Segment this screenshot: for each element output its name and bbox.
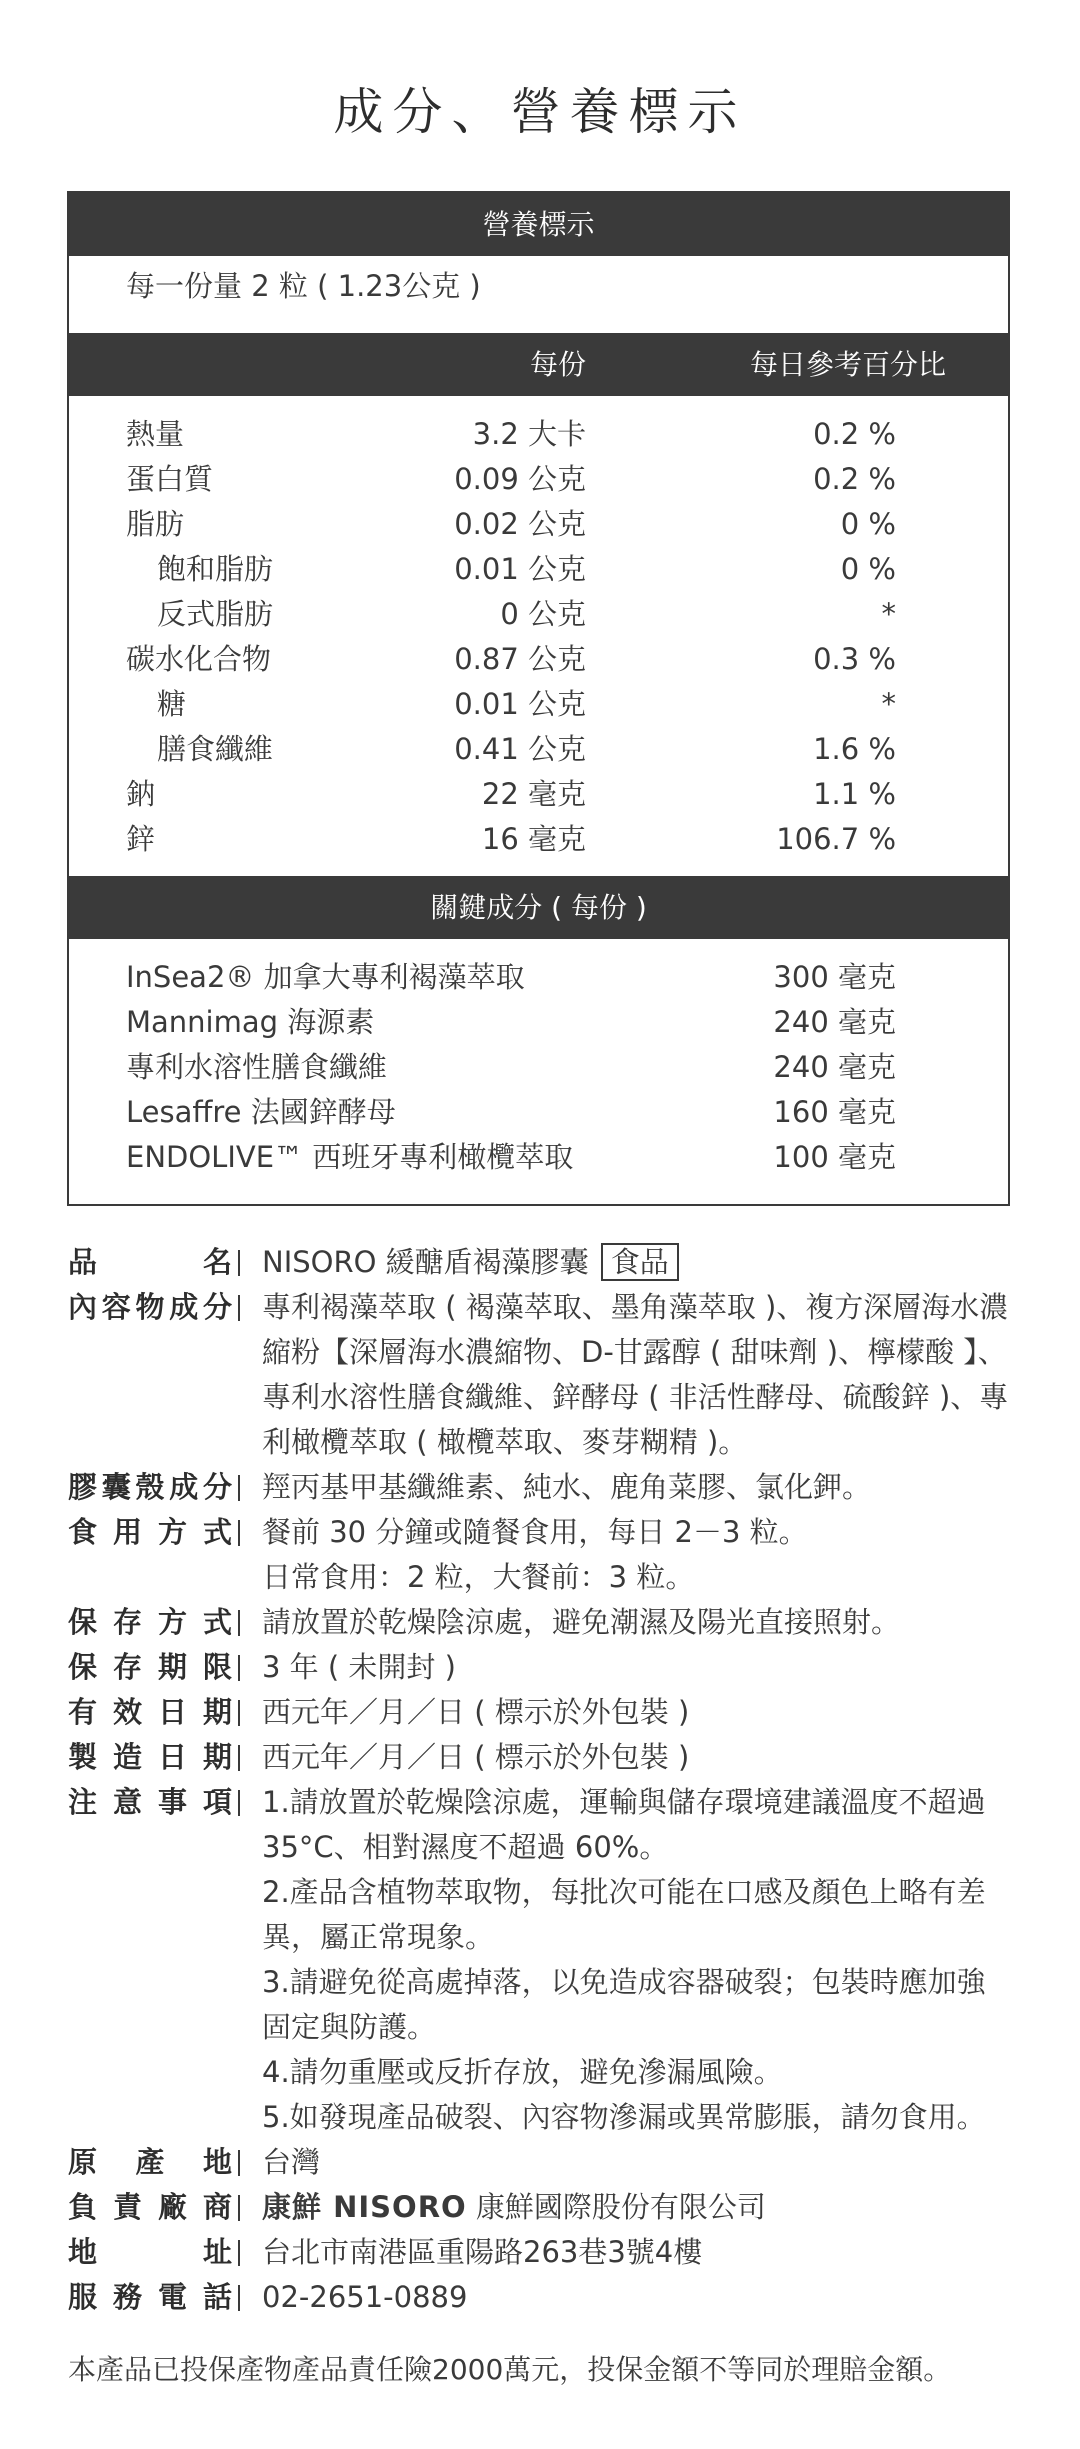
key-ingredient-row: Lesaffre 法國鋅酵母 160 毫克 (126, 1095, 896, 1129)
nutrient-row: 蛋白質 0.09 公克 0.2 % (126, 462, 896, 496)
column-header-bar (69, 333, 1008, 396)
page-title: 成分、營養標示 (333, 83, 747, 141)
serving-size: 每一份量 2 粒 ( 1.23公克 ) (126, 269, 481, 303)
nutrition-header: 營養標示 (69, 193, 1008, 256)
key-ingredient-row: InSea2® 加拿大專利褐藻萃取 300 毫克 (126, 960, 896, 994)
food-tag: 食品 (601, 1243, 679, 1281)
nutrient-row: 熱量 3.2 大卡 0.2 % (126, 417, 896, 451)
nutrient-row: 鈉 22 毫克 1.1 % (126, 777, 896, 811)
insurance-note: 本產品已投保產物產品責任險2000萬元，投保金額不等同於理賠金額。 (68, 2353, 952, 2386)
nutrient-row: 碳水化合物 0.87 公克 0.3 % (126, 642, 896, 676)
nutrient-row: 膳食纖維 0.41 公克 1.6 % (157, 732, 896, 766)
key-ingredient-row: Mannimag 海源素 240 毫克 (126, 1005, 896, 1039)
nutrition-table (67, 191, 1010, 1206)
nutrient-row: 鋅 16 毫克 106.7 % (126, 822, 896, 856)
nutrient-row: 反式脂肪 0 公克 * (157, 597, 896, 631)
nutrient-row: 脂肪 0.02 公克 0 % (126, 507, 896, 541)
column-per-serving: 每份 (529, 348, 586, 381)
nutrient-row: 飽和脂肪 0.01 公克 0 % (157, 552, 896, 586)
key-ingredient-row: ENDOLIVE™ 西班牙專利橄欖萃取 100 毫克 (126, 1140, 896, 1174)
nutrient-row: 糖 0.01 公克 * (157, 687, 896, 721)
column-daily-value: 每日參考百分比 (749, 348, 946, 381)
key-ingredients-header: 關鍵成分 ( 每份 ) (69, 876, 1008, 939)
key-ingredient-row: 專利水溶性膳食纖維 240 毫克 (126, 1050, 896, 1084)
brand-logo: 康鮮 NISORO (262, 2190, 467, 2224)
